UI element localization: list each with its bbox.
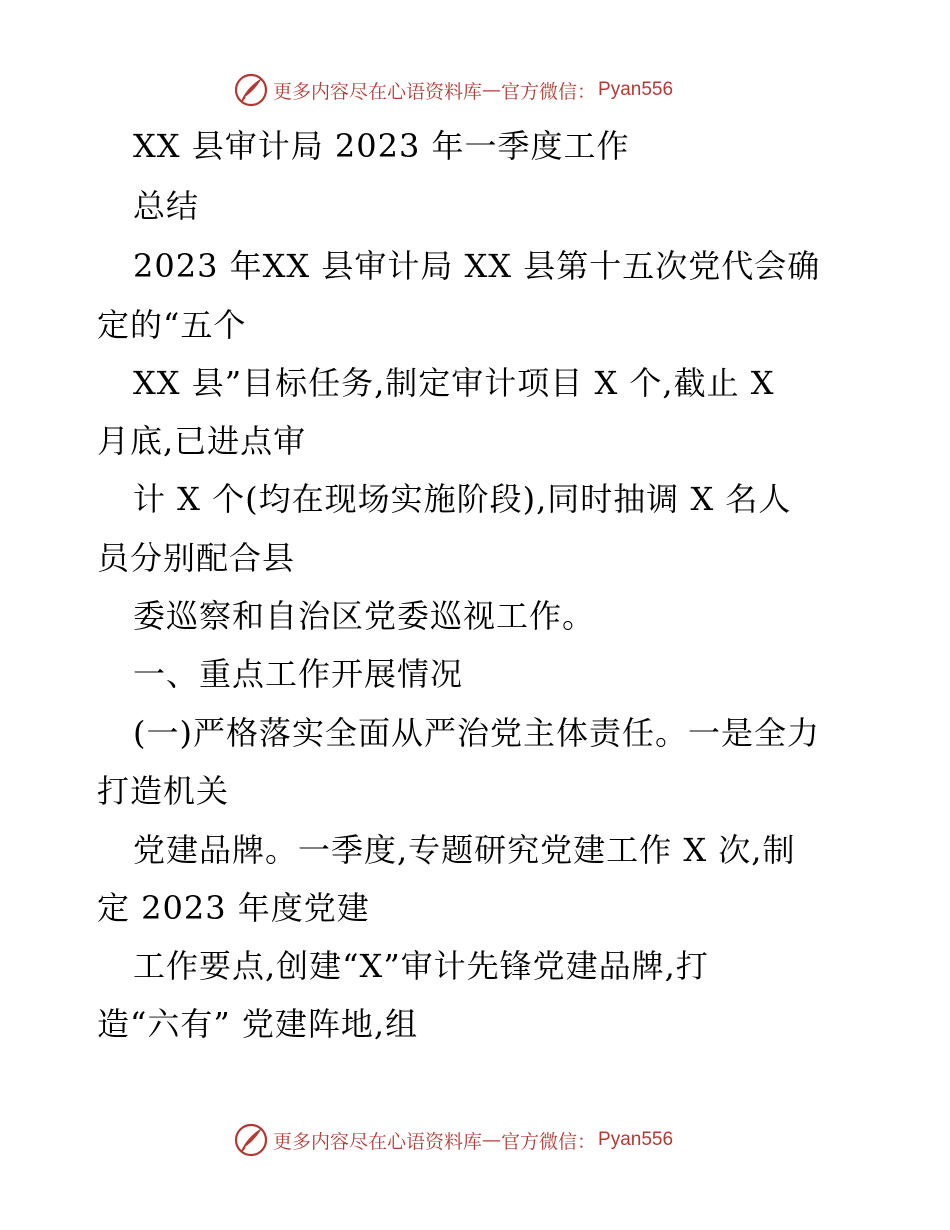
- doc-paragraph-line: 月底,已进点审: [97, 422, 307, 460]
- footer-banner: [233, 1122, 673, 1158]
- header-banner: [233, 72, 673, 108]
- quill-logo-icon: [233, 1122, 269, 1158]
- doc-paragraph-line: 造“六有” 党建阵地,组: [97, 1005, 419, 1043]
- doc-paragraph-line: 党建品牌。一季度,专题研究党建工作 X 次,制: [133, 831, 796, 869]
- doc-title-line-1: XX 县审计局 2023 年一季度工作: [133, 127, 630, 165]
- doc-paragraph-line: 员分别配合县: [97, 539, 296, 577]
- doc-paragraph-line: 定 2023 年度党建: [97, 889, 370, 927]
- doc-paragraph-line: 工作要点,创建“X”审计先锋党建品牌,打: [133, 947, 709, 985]
- doc-paragraph-line: (一)严格落实全面从严治党主体责任。一是全力: [133, 714, 820, 752]
- banner-title: 更多内容尽在心语资料库: [273, 1130, 483, 1153]
- doc-title-line-2: 总结: [133, 187, 200, 225]
- banner-wechat-label: 官方微信：: [501, 80, 597, 103]
- quill-logo-icon: [233, 72, 269, 108]
- banner-dash: —: [482, 79, 502, 101]
- doc-paragraph-line: 2023 年XX 县审计局 XX 县第十五次党代会确: [133, 247, 821, 285]
- banner-dash: —: [482, 1129, 502, 1151]
- doc-section-heading: 一、重点工作开展情况: [133, 655, 464, 693]
- banner-wechat-id: Pyan556: [598, 1129, 674, 1150]
- doc-paragraph-line: 打造机关: [97, 772, 230, 810]
- doc-paragraph-line: XX 县”目标任务,制定审计项目 X 个,截止 X: [133, 364, 775, 402]
- doc-paragraph-line: 委巡察和自治区党委巡视工作。: [133, 597, 596, 635]
- doc-paragraph-line: 定的“五个: [97, 306, 247, 344]
- banner-wechat-id: Pyan556: [598, 79, 674, 100]
- banner-wechat-label: 官方微信：: [501, 1130, 597, 1153]
- banner-title: 更多内容尽在心语资料库: [273, 80, 483, 103]
- doc-paragraph-line: 计 X 个(均在现场实施阶段),同时抽调 X 名人: [133, 480, 792, 518]
